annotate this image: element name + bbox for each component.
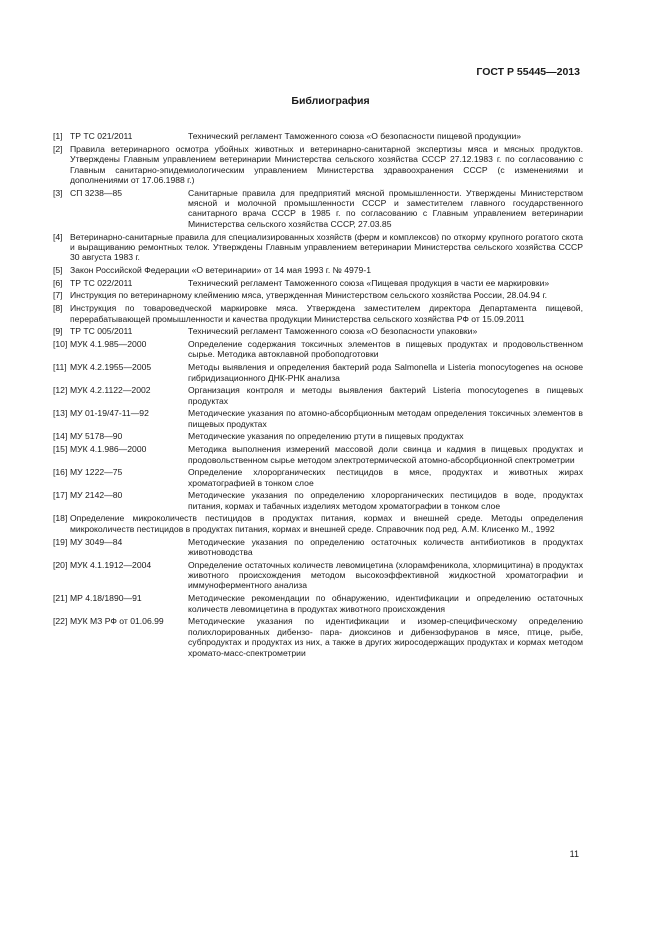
entry-number: [4]	[53, 231, 63, 242]
standard-designation: ГОСТ Р 55445—2013	[476, 66, 580, 78]
entry-description: Методические указания по атомно-абсорбционным методам определения токсичных элементов в пищевых продуктах	[188, 408, 583, 429]
entry-code: МУК 4.1.986—2000	[70, 444, 147, 455]
entry-number: [18]	[53, 513, 68, 524]
entry-text: Инструкция по ветеринарному клеймению мяса, утвержденная Министерством сельского хозяйства России, 28.04.94 г.	[70, 290, 548, 301]
bibliography-entry	[53, 467, 583, 488]
bibliography-entry	[53, 560, 583, 591]
entry-description: Организация контроля и методы выявления бактерий Listeria monocytogenes в пищевых продуктах	[188, 385, 583, 406]
entry-code: МУ 01-19/47-11—92	[70, 408, 149, 419]
bibliography-entry	[53, 303, 583, 324]
entry-code: МУ 2142—80	[70, 490, 123, 501]
entry-number: [16]	[53, 467, 68, 478]
entry-description: Методические рекомендации по обнаружению, идентификации и определению остаточных количеств левомицетина в продуктах животного происхождения	[188, 593, 583, 614]
entry-code: МУ 1222—75	[70, 467, 123, 478]
entry-description: Методические указания по идентификации и изомер-специфическому определению полихлорированных дибензо- пара- диоксинов и дибензофуранов в мясе, птице, рыбе, субпродуктах и продуктах из них, а также в других жиросодержащих продуктах и кормах методом хромато-масс-спектрометрии	[188, 616, 583, 658]
bibliography-entry	[53, 278, 583, 288]
entry-description: Методы выявления и определения бактерий рода Salmonella и Listeria monocytogenes на основе гибридизационного ДНК-РНК анализа	[188, 362, 583, 383]
bibliography-entry	[53, 131, 583, 141]
page-number: 11	[569, 849, 579, 859]
bibliography-entry	[53, 362, 583, 383]
bibliography-entry	[53, 444, 583, 465]
bibliography-entry	[53, 431, 583, 441]
entry-description: Технический регламент Таможенного союза «О безопасности упаковки»	[188, 326, 478, 337]
entry-code: МУК МЗ РФ от 01.06.99	[70, 616, 164, 627]
bibliography-entry	[53, 537, 583, 558]
entry-number: [8]	[53, 303, 63, 314]
entry-number: [13]	[53, 408, 68, 419]
entry-description: Методика выполнения измерений массовой доли свинца и кадмия в пищевых продуктах и продовольственном сырье методом электротермической атомно-абсорбционной спектрометрии	[188, 444, 583, 465]
entry-text: Ветеринарно-санитарные правила для специализированных хозяйств (ферм и комплексов) по откорму крупного рогатого скота и выращиванию ремонтных телок. Утверждены Главным управлением ветеринарии Министерства сельского хозяйства СССР 30 августа 1983 г.	[70, 231, 583, 263]
entry-number: [2]	[53, 143, 63, 154]
bibliography-entry	[53, 290, 583, 300]
entry-number: [1]	[53, 131, 63, 141]
page-title: Библиография	[291, 95, 370, 107]
entry-code: ТР ТС 005/2011	[70, 326, 133, 337]
entry-code: МУК 4.1.985—2000	[70, 338, 147, 349]
bibliography-entry	[53, 265, 583, 275]
entry-code: МУК 4.2.1955—2005	[70, 362, 152, 373]
entry-number: [15]	[53, 444, 68, 455]
entry-text: Определение микроколичеств пестицидов в продуктах питания, кормах и внешней среде. Методы определения микроколичеств пестицидов в продуктах питания, кормах и внешней среде. Справочник под ред. А.М. Клисенко М., 1992	[70, 513, 583, 534]
entry-description: Технический регламент Таможенного союза «Пищевая продукция в части ее маркировки»	[188, 277, 550, 288]
bibliography-entry	[53, 616, 583, 658]
entry-code: МУК 4.2.1122—2002	[70, 385, 151, 396]
entry-description: Методические указания по определению остаточных количеств антибиотиков в продуктах животноводства	[188, 536, 583, 557]
entry-code: ТР ТС 021/2011	[70, 131, 133, 141]
entry-number: [19]	[53, 536, 68, 547]
entry-description: Методические указания по определению ртути в пищевых продуктах	[188, 431, 464, 442]
entry-description: Методические указания по определению хлорорганических пестицидов в воде, продуктах питания, кормах и табачных изделиях методом хроматографии в тонком слое	[188, 490, 583, 511]
bibliography-entry	[53, 385, 583, 406]
bibliography-entry	[53, 593, 583, 614]
bibliography-entry	[53, 490, 583, 511]
entry-code: МУ 3049—84	[70, 536, 123, 547]
entry-number: [11]	[53, 362, 67, 373]
bibliography-entry	[53, 408, 583, 429]
entry-code: МУ 5178—90	[70, 431, 123, 442]
entry-code: СП 3238—85	[70, 187, 123, 198]
entry-text: Инструкция по товароведческой маркировке мяса. Утверждена заместителем директора Департамента пищевой, перерабатывающей промышленности и качества продукции Министерства сельского хозяйства РФ от 15.09.2011	[70, 303, 583, 324]
entry-code: МУК 4.1.1912—2004	[70, 559, 152, 570]
entry-code: ТР ТС 022/2011	[70, 277, 133, 288]
entry-number: [9]	[53, 326, 63, 337]
bibliography-entry	[53, 339, 583, 360]
entry-number: [3]	[53, 187, 63, 198]
bibliography-entry	[53, 326, 583, 336]
entry-number: [5]	[53, 265, 63, 276]
entry-code: МР 4.18/1890—91	[70, 593, 142, 604]
entry-number: [14]	[53, 431, 68, 442]
entry-number: [6]	[53, 277, 63, 288]
bibliography-list	[53, 131, 583, 660]
entry-description: Санитарные правила для предприятий мясной промышленности. Утверждены Министерством мясной и молочной промышленности СССР и заместителем главного государственного санитарного врача СССР в 1985 г. по согласованию с Главным управлением ветеринарии Министерства сельского хозяйства СССР, 27.03.85	[188, 187, 583, 229]
entry-number: [22]	[53, 616, 68, 627]
entry-text: Закон Российской Федерации «О ветеринарии» от 14 мая 1993 г. № 4979-1	[70, 265, 371, 276]
entry-description: Определение остаточных количеств левомицетина (хлорамфеникола, хлормицитина) в продуктах животного происхождения методом высокоэффективной жидкостной хроматографии и иммуноферментного анализа	[188, 559, 583, 591]
entry-description: Определение хлорорганических пестицидов в мясе, продуктах и животных жирах хроматографией в тонком слое	[188, 467, 583, 488]
bibliography-entry	[53, 144, 583, 186]
entry-number: [21]	[53, 593, 68, 604]
bibliography-entry	[53, 188, 583, 230]
entry-number: [12]	[53, 385, 68, 396]
entry-description: Технический регламент Таможенного союза «О безопасности пищевой продукции»	[188, 131, 522, 141]
bibliography-entry	[53, 232, 583, 263]
entry-number: [10]	[53, 338, 68, 349]
entry-text: Правила ветеринарного осмотра убойных животных и ветеринарно-санитарной экспертизы мяса и мясных продуктов. Утверждены Главным управлением ветеринарии Министерства сельского хозяйства СССР 27.12.1983 г. по согласованию с Главным санитарно-эпидемиологическим управлением Министерства здравоохранения СССР (с изменениями и дополнениями от 17.06.1988 г.)	[70, 143, 583, 185]
entry-number: [17]	[53, 490, 68, 501]
entry-number: [20]	[53, 559, 68, 570]
entry-number: [7]	[53, 290, 63, 301]
bibliography-entry	[53, 513, 583, 534]
entry-description: Определение содержания токсичных элементов в пищевых продуктах и продовольственном сырье. Методика автоклавной пробоподготовки	[188, 338, 583, 360]
